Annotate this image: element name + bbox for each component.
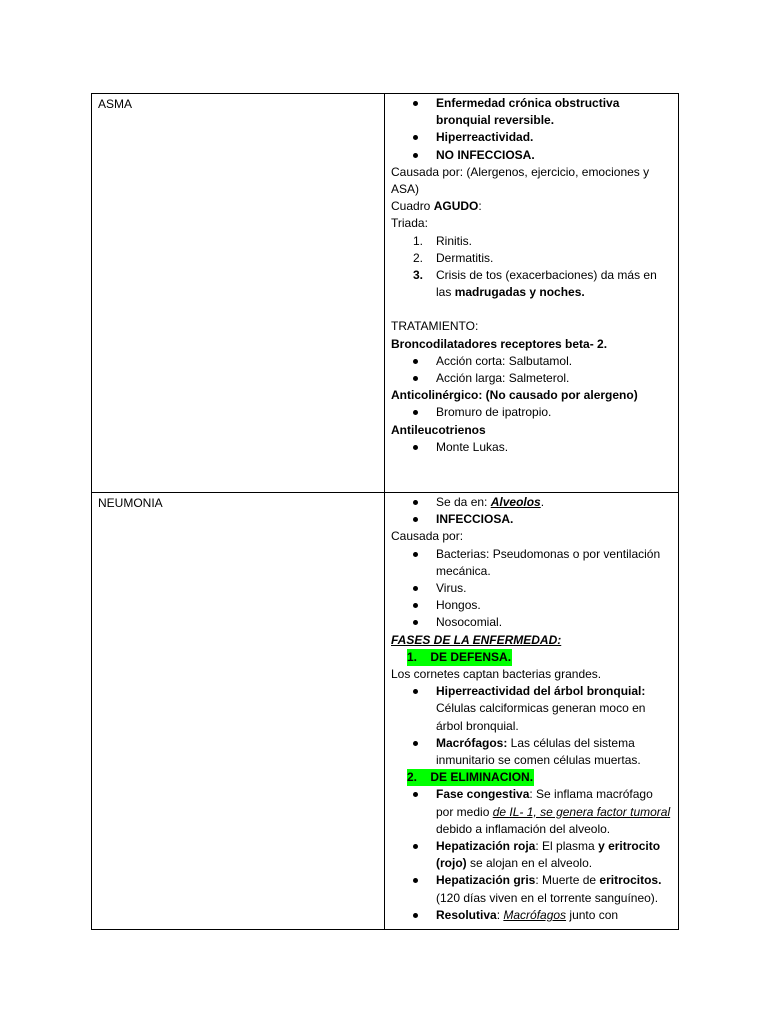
list-item: Se da en: Alveolos.: [391, 494, 672, 511]
bullet-icon: [413, 878, 418, 883]
list-item: Virus.: [391, 580, 672, 597]
triada-text: Triada:: [391, 216, 428, 231]
bullet-icon: [413, 844, 418, 849]
bullet-icon: [413, 603, 418, 608]
list-item: Macrófagos: Las células del sistema inmunitario se comen células muertas.: [391, 735, 672, 769]
bullet-icon: [413, 445, 418, 450]
bullet-icon: [413, 552, 418, 557]
list-item: 3. Crisis de tos (exacerbaciones) da más en las madrugadas y noches.: [412, 268, 657, 300]
cornetes-text: Los cornetes captan bacterias grandes.: [391, 667, 602, 682]
antileucotrienos-heading: Antileucotrienos: [391, 422, 486, 437]
bullet-icon: [413, 517, 418, 522]
neumonia-label: NEUMONIA: [98, 496, 163, 510]
list-item: Bromuro de ipatropio.: [391, 404, 672, 421]
asma-label: ASMA: [98, 97, 133, 111]
fases-heading: FASES DE LA ENFERMEDAD:: [391, 632, 562, 647]
list-item: 2. Dermatitis.: [412, 250, 494, 265]
list-item: 1. Rinitis.: [412, 233, 473, 248]
bullet-icon: [413, 913, 418, 918]
list-item: Hiperreactividad.: [391, 129, 672, 146]
anticolinergico-heading: Anticolinérgico: (No causado por alergeno): [391, 388, 638, 403]
bullet-icon: [413, 153, 418, 158]
tratamiento-heading: TRATAMIENTO:: [391, 319, 479, 334]
bullet-icon: [413, 101, 418, 106]
list-item: [391, 769, 672, 786]
neumonia-content-cell: [385, 493, 679, 930]
highlight-eliminacion: 2. DE ELIMINACION.: [407, 769, 534, 786]
list-item: Acción larga: Salmeterol.: [391, 370, 672, 387]
list-item: Hepatización roja: El plasma y eritrocito (rojo) se alojan en el alveolo.: [391, 838, 672, 872]
asma-label-cell: [92, 94, 385, 493]
list-item: Acción corta: Salbutamol.: [391, 353, 672, 370]
list-item: Resolutiva: Macrófagos junto con: [391, 907, 672, 924]
bullet-icon: [413, 410, 418, 415]
list-item: INFECCIOSA.: [391, 511, 672, 528]
bullet-icon: [413, 792, 418, 797]
bullet-icon: [413, 620, 418, 625]
causada-por-text: Causada por:: [391, 529, 464, 544]
list-item: Enfermedad crónica obstructiva bronquial reversible.: [391, 95, 672, 129]
notes-table: [91, 93, 679, 930]
list-item: Nosocomial.: [391, 614, 672, 631]
broncodilatadores-heading: Broncodilatadores receptores beta- 2.: [391, 336, 608, 351]
list-item: NO INFECCIOSA.: [391, 147, 672, 164]
bullet-icon: [413, 135, 418, 140]
bullet-icon: [413, 741, 418, 746]
cuadro-text: Cuadro AGUDO:: [391, 199, 482, 214]
list-item: Fase congestiva: Se inflama macrófago por medio de IL- 1, se genera factor tumoral debido a inflamación del alveolo.: [391, 786, 672, 838]
neumonia-label-cell: [92, 493, 385, 930]
bullet-icon: [413, 359, 418, 364]
bullet-icon: [413, 376, 418, 381]
list-item: Hiperreactividad del árbol bronquial: Células calciformicas generan moco en árbol bronquial.: [391, 683, 672, 735]
table-row-neumonia: [92, 493, 679, 930]
table-row-asma: [92, 94, 679, 493]
asma-content-cell: [385, 94, 679, 493]
spacer: [391, 301, 672, 318]
causada-por-text: Causada por: (Alergenos, ejercicio, emociones y ASA): [391, 164, 650, 197]
bullet-icon: [413, 586, 418, 591]
list-item: [391, 649, 672, 666]
list-item: Monte Lukas.: [391, 439, 672, 456]
bullet-icon: [413, 689, 418, 694]
list-item: Hongos.: [391, 597, 672, 614]
highlight-defensa: 1. DE DEFENSA.: [407, 649, 512, 666]
list-item: Bacterias: Pseudomonas o por ventilación mecánica.: [391, 546, 672, 580]
bullet-icon: [413, 500, 418, 505]
list-item: Hepatización gris: Muerte de eritrocitos. (120 días viven en el torrente sanguíneo).: [391, 872, 672, 906]
